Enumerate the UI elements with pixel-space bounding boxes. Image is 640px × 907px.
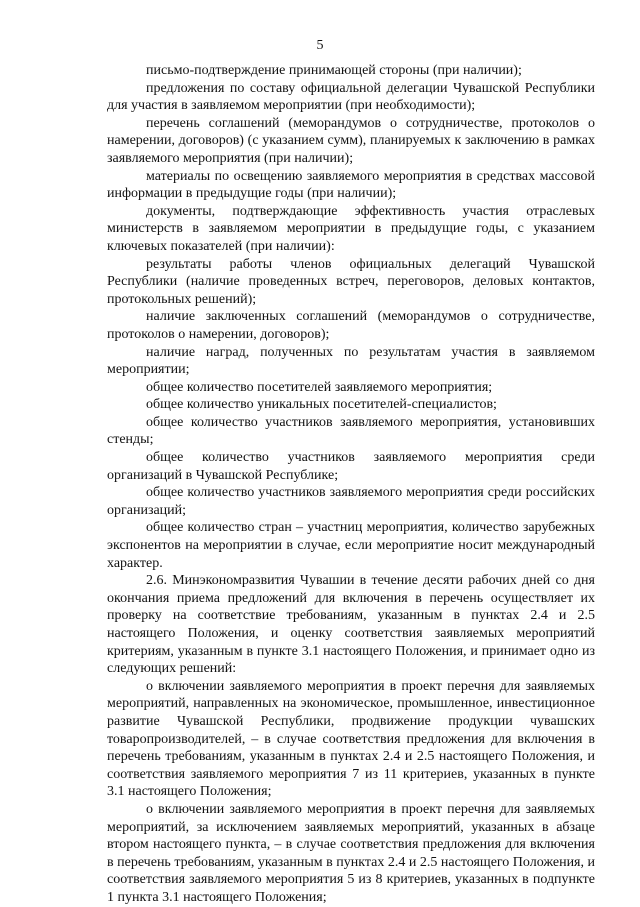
paragraph: 2.6. Минэкономразвития Чувашии в течение десяти рабочих дней со дня окончания приема предложений для включения в перечень осуществляет их проверку на соответствие требованиям, указанным в пунктах 2.4 и 2.5 настоящего Положения, и оценку соответствия заявляемых мероприятий критериям, указанным в пункте 3.1 настоящего Положения, и принимает одно из следующих решений: [107,573,595,677]
paragraph: общее количество участников заявляемого мероприятия среди организаций в Чувашской Республике; [107,450,595,483]
paragraph: наличие заключенных соглашений (меморандумов о сотрудничестве, протоколов о намерении, договоров); [107,309,595,342]
paragraph: предложения по составу официальной делегации Чувашской Республики для участия в заявляемом мероприятии (при необходимости); [107,80,595,114]
paragraph: общее количество уникальных посетителей-специалистов; [146,397,497,413]
paragraph: документы, подтверждающие эффективность участия отраслевых министерств в заявляемом мероприятии в предыдущие годы, с указанием ключевых показателей (при наличии): [107,203,595,254]
paragraph: о включении заявляемого мероприятия в проект перечня для заявляемых мероприятий, за исключением заявляемых мероприятий, указанных в абзаце втором настоящего пункта, – в случае соответствия предложения для включения в перечень требованиям, указанным в пунктах 2.4 и 2.5 настоящего Положения, и соответствия заявляемого мероприятия 5 из 8 критериев, указанных в подпункте 1 пункта 3.1 настоящего Положения; [107,801,595,905]
paragraph: общее количество посетителей заявляемого мероприятия; [146,379,493,395]
paragraph: общее количество участников заявляемого мероприятия, установивших стенды; [107,414,595,448]
page-number: 5 [316,38,324,53]
paragraph: письмо-подтверждение принимающей стороны (при наличии); [146,63,522,78]
paragraph: материалы по освещению заявляемого мероприятия в средствах массовой информации в предыдущие годы (при наличии); [107,168,595,202]
paragraph: о включении заявляемого мероприятия в проект перечня для заявляемых мероприятий, направленных на экономическое, промышленное, инвестиционное развитие Чувашской Республики, продвижение продукции чувашских товаропроизводителей, – в случае соответствия предложения для включения в перечень требованиям, указанным в пунктах 2.4 и 2.5 настоящего Положения, и соответствия заявляемого мероприятия 7 из 11 критериев, указанных в пункте 3.1 настоящего Положения; [107,678,595,800]
paragraph: результаты работы членов официальных делегаций Чувашской Республики (наличие проведенных встреч, переговоров, деловых контактов, протокольных решений); [107,256,595,307]
paragraph: перечень соглашений (меморандумов о сотрудничестве, протоколов о намерении, договоров) (с указанием сумм), планируемых к заключению в рамках заявляемого мероприятия (при наличии); [107,115,595,166]
paragraph: общее количество участников заявляемого мероприятия среди российских организаций; [107,485,595,518]
paragraph: наличие наград, полученных по результатам участия в заявляемом мероприятии; [107,344,595,378]
paragraph: общее количество стран – участниц мероприятия, количество зарубежных экспонентов на мероприятии в случае, если мероприятие носит международный характер. [107,520,595,571]
document-body [107,62,595,907]
